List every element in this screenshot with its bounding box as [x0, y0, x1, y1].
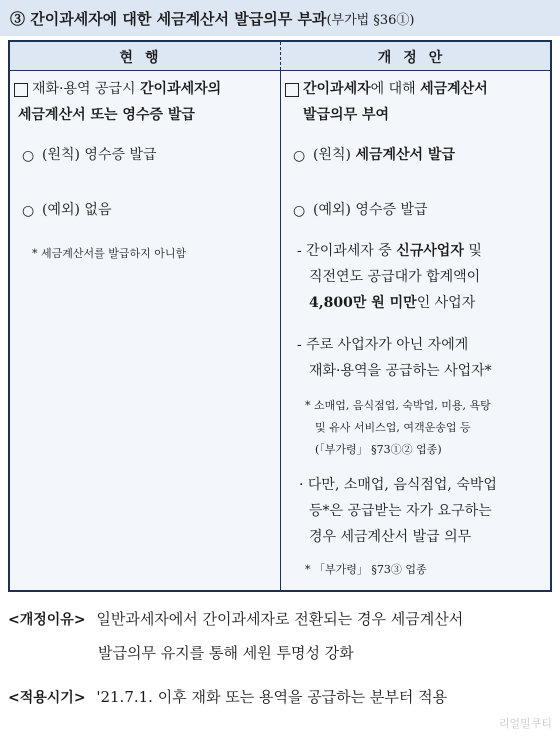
checkbox-square-icon — [14, 83, 28, 97]
header-revised: 개정안 — [377, 50, 455, 66]
current-note: * 세금계산서를 발급하지 아니함 — [32, 247, 187, 260]
circle-bullet-icon: ○ — [22, 203, 35, 219]
circle-bullet-icon: ○ — [22, 148, 35, 164]
header-current: 현행 — [119, 50, 171, 66]
revised-note1-line2: 및 유사 서비스업, 여객운송업 등 — [315, 421, 471, 434]
section-title — [0, 0, 560, 36]
apply-line — [0, 686, 560, 707]
current-principle: (원칙) 영수증 발급 — [42, 147, 157, 163]
revised-heading-line2: 발급의무 부여 — [303, 107, 390, 123]
column-divider — [280, 70, 281, 590]
comparison-table — [8, 40, 552, 592]
circle-bullet-icon: ○ — [293, 203, 306, 219]
revised-principle: (원칙) 세금계산서 발급 — [313, 147, 455, 163]
apply-label: <적용시기> — [8, 690, 86, 706]
reason-text-line1: 일반과세자에서 간이과세자로 전환되는 경우 세금계산서 — [96, 610, 464, 628]
revised-sub1-line1: - 간이과세자 중 신규사업자 및 — [297, 243, 482, 259]
revised-note1-line1: * 소매업, 음식점업, 숙박업, 미용, 욕탕 — [305, 399, 491, 412]
revised-exception: (예외) 영수증 발급 — [313, 202, 428, 218]
revised-bullet-line1: · 다만, 소매업, 음식점업, 숙박업 — [299, 477, 497, 493]
reason-text-line2: 발급의무 유지를 통해 세원 투명성 강화 — [98, 644, 354, 662]
revised-bullet-line3: 경우 세금계산서 발급 의무 — [309, 529, 472, 545]
revised-sub1-line3: 4,800만 원 미만인 사업자 — [309, 295, 476, 311]
revised-note1-line3: (「부가령」 §73①② 업종) — [315, 443, 442, 456]
revised-bullet-line2: 등*은 공급받는 자가 요구하는 — [309, 503, 492, 519]
reason-line1 — [0, 608, 560, 629]
current-heading-line2: 세금계산서 또는 영수증 발급 — [18, 107, 195, 123]
current-exception: (예외) 없음 — [42, 202, 112, 218]
checkbox-square-icon — [285, 83, 299, 97]
circle-bullet-icon: ○ — [293, 148, 306, 164]
revised-sub1-line2: 직전연도 공급대가 합계액이 — [309, 269, 481, 285]
header-divider — [280, 42, 281, 70]
table-header — [10, 42, 550, 71]
revised-note2: * 「부가령」 §73③ 업종 — [305, 563, 427, 576]
revised-sub2-line1: - 주로 사업자가 아닌 자에게 — [297, 337, 469, 353]
revised-sub2-line2: 재화·용역을 공급하는 사업자* — [309, 363, 492, 379]
reason-label: <개정이유> — [8, 612, 86, 628]
title-main: ③ 간이과세자에 대한 세금계산서 발급의무 부과 — [10, 10, 327, 28]
revised-heading-line1: 간이과세자에 대해 세금계산서 — [303, 81, 488, 97]
apply-text: '21.7.1. 이후 재화 또는 용역을 공급하는 분부터 적용 — [96, 688, 448, 706]
title-reference: (부가법 §36①) — [326, 13, 415, 28]
current-heading-line1: 재화·용역 공급시 간이과세자의 — [32, 81, 222, 97]
watermark: 리얼밀쿠티 — [498, 717, 552, 730]
